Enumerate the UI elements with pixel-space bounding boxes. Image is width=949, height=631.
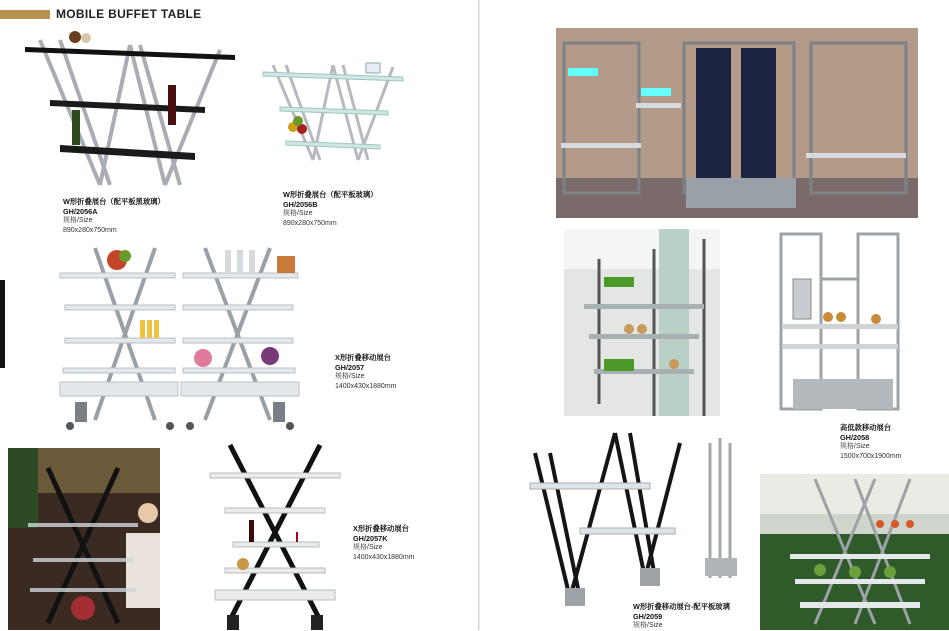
product-image-gh2057k — [205, 440, 345, 630]
product-image-gh2059 — [525, 428, 755, 610]
product-caption-gh2057k: X形折叠移动展台 GH/2057K 规格/Size 1400x430x1880mm — [353, 524, 415, 561]
product-image-gh2057 — [55, 240, 305, 435]
side-tab-marker — [0, 280, 5, 368]
section-accent-bar — [0, 10, 50, 19]
event-photo-restaurant — [564, 229, 720, 416]
product-caption-gh2057: X形折叠移动展台 GH/2057 规格/Size 1400x430x1880mm — [335, 353, 397, 390]
section-title: MOBILE BUFFET TABLE — [56, 7, 202, 21]
product-image-gh2056a — [20, 25, 240, 195]
right-page — [480, 0, 949, 630]
event-photo-x-stand — [8, 448, 160, 630]
product-caption-gh2058: 高低款移动展台 GH/2058 规格/Size 1500x700x1900mm — [840, 423, 902, 460]
product-caption-gh2056a: W形折叠展台（配平板黑玻璃） GH/2056A 规格/Size 890x280x750mm — [63, 197, 165, 234]
product-caption-gh2056b: W形折叠展台（配平板玻璃） GH/2056B 规格/Size 890x280x750mm — [283, 190, 378, 227]
event-photo-outdoor — [760, 474, 949, 630]
event-photo-buffet-hall — [556, 28, 918, 218]
product-image-gh2056b — [258, 55, 408, 170]
product-image-gh2058 — [773, 229, 908, 417]
product-caption-gh2059: W形折叠移动展台-配平板玻璃 GH/2059 规格/Size — [633, 602, 730, 629]
